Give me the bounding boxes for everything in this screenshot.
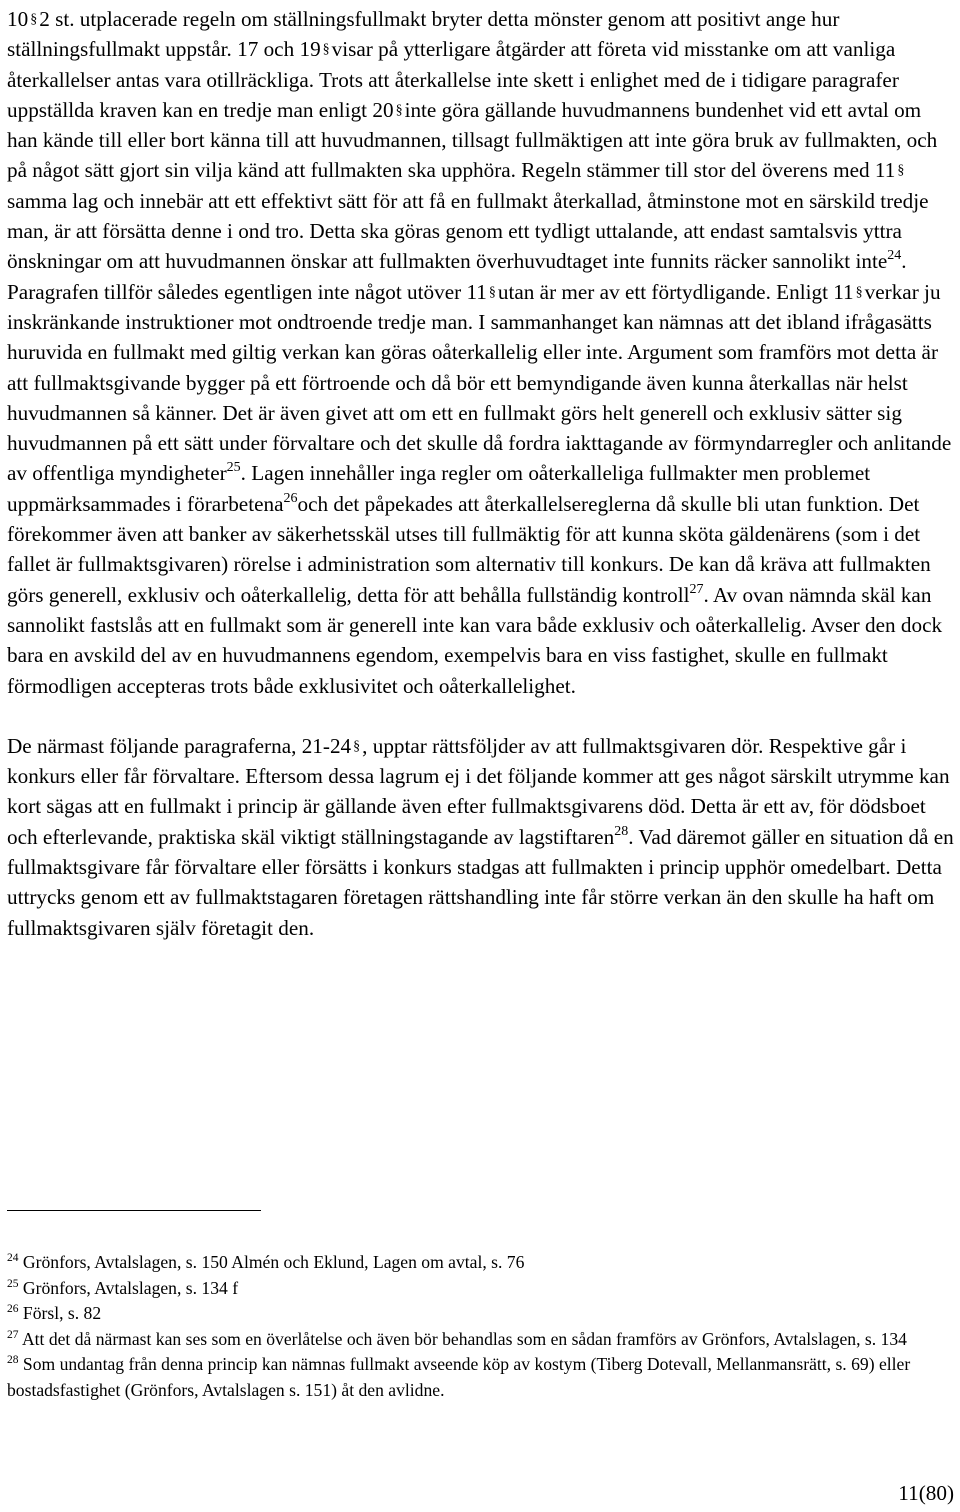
footnote-mark: 25 bbox=[7, 1277, 19, 1290]
footnote-text: Som undantag från denna princip kan nämnas fullmakt avseende köp av kostym (Tiberg Dotevall, Mellanmansrätt, s. 69) eller bostadsfastighet (Grönfors, Avtalslagen s. 151) åt den avlidne. bbox=[7, 1354, 911, 1400]
paragraph-text: . Paragrafen tillför således egentligen inte något utöver 11 bbox=[7, 249, 907, 304]
footnote-24 bbox=[7, 1250, 955, 1276]
paragraph-text: utan är mer av ett förtydligande. Enligt 11 bbox=[497, 279, 854, 304]
paragraph-text: verkar ju inskränkande instruktioner mot ondtroende tredje man. I sammanhanget kan nämnas att det ibland ifrågasätts huruvida en fullmakt med giltig verkan kan göras oåterkallelig eller inte. Argument som framförs mot detta är att fullmaktsgivande bygger på ett förtroende och då bör ett bemyndigande även kunna återkallas när helst huvudmannen så känner. Det är även givet att om ett en fullmakt görs helt generell och exklusiv sätter sig huvudmannen på ett sätt under förvaltare och det skulle då fordra iakttagande av förmyndarregler och anlitande av offentliga myndigheter bbox=[7, 279, 952, 486]
footnote-reference[interactable]: 24 bbox=[887, 248, 902, 264]
page-number: 11(80) bbox=[898, 1481, 954, 1505]
footnote-text: Att det då närmast kan ses som en överlåtelse och även bör behandlas som en sådan framförs av Grönfors, Avtalslagen, s. 134 bbox=[21, 1328, 907, 1349]
paragraph-text: . Vad däremot gäller en situation då en fullmaktsgivare får förvaltare eller försätts i konkurs stadgas att fullmakten i princip upphör omedelbart. Detta uttrycks genom ett av fullmaktstagaren företagen rättshandling inte får större verkan än den skulle ha haft om fullmaktsgivaren själv företagit den. bbox=[7, 824, 954, 940]
footnote-mark: 27 bbox=[7, 1328, 19, 1341]
footnote-text: Försl, s. 82 bbox=[22, 1303, 102, 1324]
footnote-reference[interactable]: 25 bbox=[226, 460, 241, 476]
footnote-separator bbox=[7, 1210, 261, 1211]
paragraph-text: och det påpekades att återkallelsereglerna då skulle bli utan funktion. Det förekommer även att banker av säkerhetsskäl utses till fullmäktig för att kunna sköta gäldenärens (som i det fallet är fullmaktsgivaren) rörelse i administration som alternativ till konkurs. De kan då kräva att fullmakten görs generell, exklusiv och oåterkallelig, detta för att behålla fullständig kontroll bbox=[7, 491, 931, 607]
paragraph-text: visar på ytterligare åtgärder att företa vid misstanke om att vanliga återkallelser antas vara otillräckliga. Trots att återkallelse inte skett i enlighet med de i tidigare paragrafer uppställda kraven kan en tredje man enligt 20 bbox=[7, 37, 899, 122]
paragraph-text: 10 bbox=[7, 7, 29, 31]
body-paragraph-1: 10 §2 st. utplacerade regeln om ställningsfullmakt bryter detta mönster genom att positivt ange hur ställningsfullmakt uppstår. 17 och 19 §visar på ytterligare åtgärder att företa vid misstanke om att vanliga återkallelser antas vara otillräckliga. Trots att återkallelse inte skett i enlighet med de i tidigare paragrafer uppställda kraven kan en tredje man enligt 20 §inte göra gällande huvudmannens bundenhet vid ett avtal om han kände till eller bort känna till att huvudmannen, tillsagt fullmäktigen att inte göra bruk av fullmakten, och på något sätt gjort sin vilja känd att fullmakten ska upphöra. Regeln stämmer till stor del överens med 11 §samma lag och innebär att ett effektivt sätt för att få en fullmakt återkallad, åtminstone mot en särskild tredje man, är att försätta denne i ond tro. Detta ska göras genom ett tydligt uttalande, att endast samtalsvis yttra önskningar om att huvudmannen önskar att fullmakten överhuvudtaget inte funnits räcker sannolikt inte$^{24}$. Paragrafen tillför således egentligen inte något utöver 11 §utan är mer av ett förtydligande. Enligt 11 §verkar ju inskränkande instruktioner mot ondtroende tredje man. I sammanhanget kan nämnas att det ibland ifrågasätts huruvida en fullmakt med giltig verkan kan göras oåterkallelig eller inte. Argument som framförs mot detta är att fullmaktsgivande bygger på ett förtroende och då bör ett bemyndigande även kunna återkallas när helst huvudmannen så känner. Det är även givet att om ett en fullmakt görs helt generell och exklusiv sätter sig huvudmannen på ett sätt under förvaltare och det skulle då fordra iakttagande av förmyndarregler och anlitande av offentliga myndigheter$^{25}$. Lagen innehåller inga regler om oåterkalleliga fullmakter men problemet uppmärksammades i förarbetena$^{26}$och det påpekades att återkallelsereglerna då skulle bli utan funktion. Det förekommer även att banker av säkerhetsskäl utses till fullmäktig för att kunna sköta gäldenärens (som i det fallet är fullmaktsgivaren) rörelse i administration som alternativ till konkurs. De kan då kräva att fullmakten görs generell, exklusiv och oåterkallelig, detta för att behålla fullständig kontroll$^{27}$. Av ovan nämnda skäl kan sannolikt fastslås att en fullmakt som är generell inte kan vara både exklusiv och oåterkallelig. Avser den dock bara en avskild del av en huvudmannens egendom, exempelvis bara en viss fastighet, skulle en fullmakt förmodligen accepteras trots både exklusivitet och oåterkallelighet. bbox=[7, 7, 952, 698]
document-body bbox=[7, 4, 955, 943]
footnote-text: Grönfors, Avtalslagen, s. 150 Almén och Eklund, Lagen om avtal, s. 76 bbox=[22, 1252, 525, 1272]
body-paragraph-2: De närmast följande paragraferna, 21-24 §, upptar rättsföljder av att fullmaktsgivaren dör. Respektive går i konkurs eller får förvaltare. Eftersom dessa lagrum ej i det följande kommer att ges något särskilt utrymme kan kort sägas att en fullmakt i princip är gällande även efter fullmaktsgivarens död. Detta är ett av, för dödsboet och efterlevande, praktiska skäl viktigt ställningstagande av lagstiftaren$^{28}$. Vad däremot gäller en situation då en fullmaktsgivare får förvaltare eller försätts i konkurs stadgas att fullmakten i princip upphör omedelbart. Detta uttrycks genom ett av fullmaktstagaren företagen rättshandling inte får större verkan än den skulle ha haft om fullmaktsgivaren själv företagit den. bbox=[7, 733, 954, 940]
footnote-28 bbox=[7, 1352, 955, 1403]
footnote-mark: 24 bbox=[7, 1252, 19, 1264]
footnote-mark: 26 bbox=[7, 1303, 19, 1316]
footnote-text: Grönfors, Avtalslagen, s. 134 f bbox=[22, 1277, 239, 1298]
paragraph-text: . Av ovan nämnda skäl kan sannolikt fastslås att en fullmakt som är generell inte kan vara både exklusiv och oåterkallelig. Avser den dock bara en avskild del av en huvudmannens egendom, exempelvis bara en viss fastighet, skulle en fullmakt förmodligen accepteras trots både exklusivitet och oåterkallelighet. bbox=[7, 582, 943, 698]
footnote-27 bbox=[7, 1327, 955, 1353]
footnote-mark: 28 bbox=[7, 1354, 19, 1367]
footnote-25 bbox=[7, 1276, 955, 1302]
paragraph-text: samma lag och innebär att ett effektivt sätt för att få en fullmakt återkallad, åtminstone mot en särskild tredje man, är att försätta denne i ond tro. Detta ska göras genom ett tydligt uttalande, att endast samtalsvis yttra önskningar om att huvudmannen önskar att fullmakten överhuvudtaget inte funnits räcker sannolikt inte bbox=[7, 188, 929, 274]
paragraph-text: inte göra gällande huvudmannens bundenhet vid ett avtal om han kände till eller bort känna till att huvudmannen, tillsagt fullmäktigen att inte göra bruk av fullmakten, och på något sätt gjort sin vilja känd att fullmakten ska upphöra. Regeln stämmer till stor del överens med 11 bbox=[7, 97, 938, 183]
footnote-reference[interactable]: 28 bbox=[614, 823, 629, 839]
footnote-reference[interactable]: 26 bbox=[283, 490, 298, 506]
footnote-26 bbox=[7, 1301, 955, 1327]
paragraph-text: , upptar rättsföljder av att fullmaktsgivaren dör. Respektive går i konkurs eller får förvaltare. Eftersom dessa lagrum ej i det följande kommer att ges något särskilt utrymme kan kort sägas att en fullmakt i princip är gällande även efter fullmaktsgivarens död. Detta är ett av, för dödsboet och efterlevande, praktiska skäl viktigt ställningstagande av lagstiftaren bbox=[7, 733, 950, 849]
paragraph-text: De närmast följande paragraferna, 21-24 bbox=[7, 733, 352, 758]
footnote-reference[interactable]: 27 bbox=[689, 581, 704, 597]
paragraph-text: . Lagen innehåller inga regler om oåterkalleliga fullmakter men problemet uppmärksammades i förarbetena bbox=[7, 461, 871, 516]
footnotes bbox=[7, 1250, 955, 1404]
paragraph-text: 2 st. utplacerade regeln om ställningsfullmakt bryter detta mönster genom att positivt ange hur ställningsfullmakt uppstår. 17 och 19 bbox=[7, 7, 840, 62]
